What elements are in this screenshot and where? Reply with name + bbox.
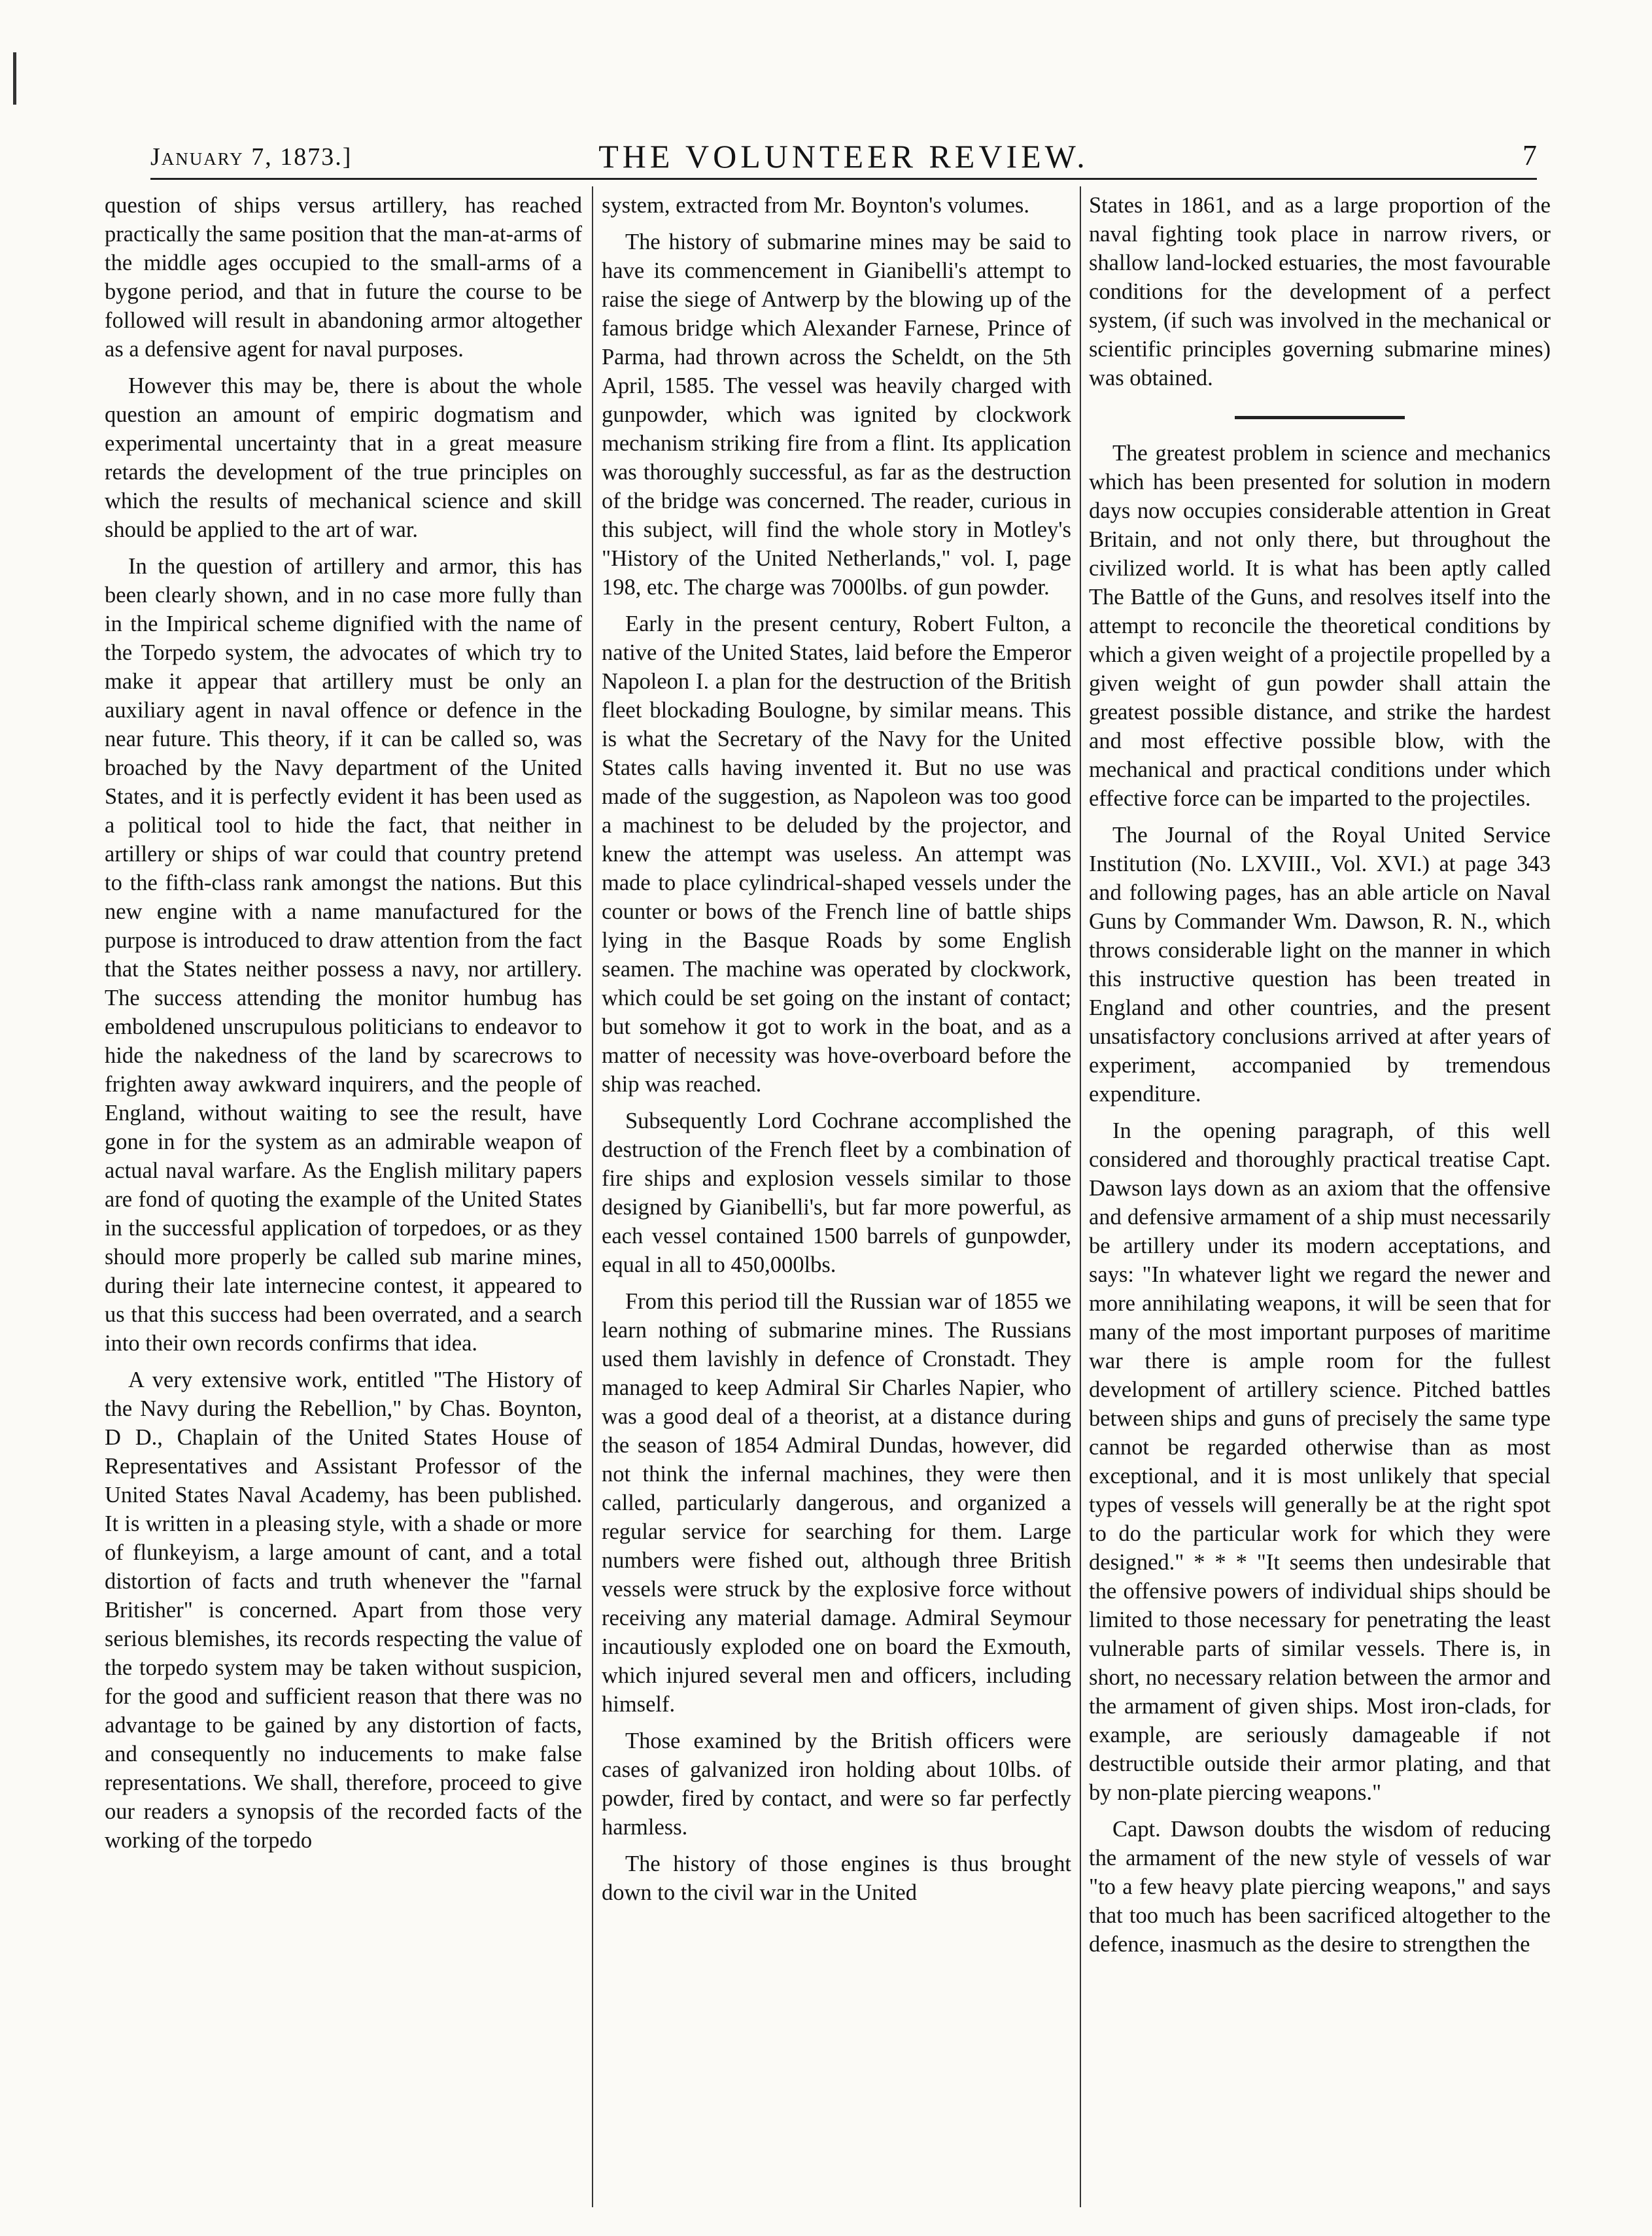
paragraph: From this period till the Russian war of 1855 we learn nothing of submarine mines. The Russians used them lavishly in defence of Cronstadt. They managed to keep Admiral Sir Charles Napier, who was a good deal of a theorist, at a distance during the season of 1854 Admiral Dundas, however, did not think the infernal machines, they were then called, particularly dangerous, and organized a regular service for searching for them. Large numbers were fished out, although three British vessels were struck by the explosive force without receiving any material damage. Admiral Seymour incautiously exploded one on board the Exmouth, which injured several men and officers, including himself. [602, 1289, 1071, 1717]
paragraph: The history of submarine mines may be said to have its commencement in Gianibelli's attempt to raise the siege of Antwerp by the blowing up of the famous bridge which Alexander Farnese, Prince of Parma, had thrown across the Scheldt, on the 5th April, 1585. The vessel was heavily charged with gunpowder, which was ignited by clockwork mechanism striking fire from a flint. Its application was thoroughly successful, as far as the destruction of the bridge was concerned. The reader, curious in this subject, will find the whole story in Motley's "History of the United Netherlands," vol. I, page 198, etc. The charge was 7000lbs. of gun powder. [602, 230, 1071, 600]
paragraph: The history of those engines is thus brought down to the civil war in the United [602, 1851, 1071, 1905]
page-header [150, 131, 1537, 177]
column-divider [592, 186, 593, 2207]
paragraph: However this may be, there is about the whole question an amount of empiric dogmatism and experimental uncertainty that in a great measure retards the development of the true principles on which the results of mechanical science and skill should be applied to the art of war. [105, 373, 582, 542]
paragraph: In the opening paragraph, of this well considered and thoroughly practical treatise Capt. Dawson lays down as an axiom that the offensive and defensive armament of a ship must necessarily be artillery under its modern acceptations, and says: "In whatever light we regard the newer and more annihilating weapons, it will be seen that for many of the most important purposes of maritime war there is ample room for the fullest development of artillery science. Pitched battles between ships and guns of precisely the same type cannot be regarded otherwise than as most exceptional, and it is most unlikely that special types of vessels will generally be at the right spot to do the particular work for which they were designed." * * * "It seems then undesirable that the offensive powers of individual ships should be limited to those necessary for penetrating the least vulnerable parts of similar vessels. There is, in short, no necessary relation between the armor and the armament of given ships. Most iron-clads, for example, are seriously damageable if not destructible outside their armor plating, and that by non-plate piercing weapons." [1089, 1118, 1551, 1805]
paragraph: system, extracted from Mr. Boynton's volumes. [602, 193, 1029, 218]
paragraph: Capt. Dawson doubts the wisdom of reducing the armament of the new style of vessels of war "to a few heavy plate piercing weapons," and says that too much has been sacrificed altogether to the defence, inasmuch as the desire to strengthen the [1089, 1817, 1551, 1957]
margin-mark [13, 52, 16, 105]
paragraph: Early in the present century, Robert Fulton, a native of the United States, laid before the Emperor Napoleon I. a plan for the destruction of the British fleet blockading Boulogne, by similar means. This is what the Secretary of the Navy for the United States calls having invented it. But no use was made of the suggestion, as Napoleon was too good a machinest to be deluded by the projector, and knew the attempt was useless. An attempt was made to place cylindrical-shaped vessels under the counter or bows of the French line of battle ships lying in the Basque Roads by some English seamen. The machine was operated by clockwork, which could be set going on the instant of contact; but somehow it got to work in the boat, and as a matter of necessity was hove-overboard before the ship was reached. [602, 611, 1071, 1097]
publication-title: THE VOLUNTEER REVIEW. [598, 138, 1089, 175]
page-number: 7 [1523, 139, 1537, 171]
paragraph: Subsequently Lord Cochrane accomplished the destruction of the French fleet by a combination of fire ships and explosion vessels similar to those designed by Gianibelli's, but far more powerful, as each vessel contained 1500 barrels of gunpowder, equal in all to 450,000lbs. [602, 1109, 1071, 1277]
paragraph: question of ships versus artillery, has reached practically the same position that the man-at-arms of the middle ages occupied to the small-arms of a bygone period, and that in future the course to be followed will result in abandoning armor altogether as a defensive agent for naval purposes. [105, 193, 582, 362]
header-rule [150, 178, 1537, 180]
paragraph: States in 1861, and as a large proportion of the naval fighting took place in narrow rivers, or shallow land-locked estuaries, the most favourable conditions for the development of a perfect system, (if such was involved in the mechanical or scientific principles governing submarine mines) was obtained. [1089, 193, 1551, 390]
header-date: January 7, 1873.] [150, 143, 353, 171]
paragraph: The greatest problem in science and mechanics which has been presented for solution in modern days now occupies considerable attention in Great Britain, and not only there, but throughout the civilized world. It is what has been aptly called The Battle of the Guns, and resolves itself into the attempt to reconcile the theoretical conditions by which a given weight of a projectile propelled by a given weight of gun powder shall attain the greatest possible distance, and strike the hardest and most effective possible blow, with the mechanical and practical conditions under which effective force can be imparted to the projectiles. [1089, 441, 1551, 811]
paragraph: The Journal of the Royal United Service Institution (No. LXVIII., Vol. XVI.) at page 343 and following pages, has an able article on Naval Guns by Commander Wm. Dawson, R. N., which throws considerable light on the manner in which this instructive question has been treated in England and other countries, and the present unsatisfactory conclusions arrived at after years of experiment, accompanied by tremendous expenditure. [1089, 823, 1551, 1107]
paragraph: Those examined by the British officers were cases of galvanized iron holding about 10lbs. of powder, fired by contact, and were so far perfectly harmless. [602, 1729, 1071, 1840]
paragraph: In the question of artillery and armor, this has been clearly shown, and in no case more fully than in the Impirical scheme dignified with the name of the Torpedo system, the advocates of which try to make it appear that artillery must be only an auxiliary agent in naval offence or defence in the near future. This theory, if it can be called so, was broached by the Navy department of the United States, and it is perfectly evident it has been used as a political tool to hide the fact, that neither in artillery or ships of war could that country pretend to the fifth-class rank amongst the nations. But this new engine with a name manufactured for the purpose is introduced to draw attention from the fact that the States neither possess a navy, nor artillery. The success attending the monitor humbug has emboldened unscrupulous politicians to endeavor to hide the nakedness of the land by scarecrows to frighten away awkward inquirers, and the people of England, without waiting to see the result, have gone in for the system as an admirable weapon of actual naval warfare. As the English military papers are fond of quoting the example of the United States in the successful application of torpedoes, or as they should more properly be called sub marine mines, during their late internecine contest, it appeared to us that this success had been overrated, and a search into their own records confirms that idea. [105, 554, 582, 1356]
section-rule [1235, 416, 1405, 419]
column-2 [602, 191, 1071, 2192]
column-1 [105, 191, 582, 2192]
column-divider [1080, 186, 1081, 2207]
column-3 [1089, 191, 1551, 2192]
paragraph: A very extensive work, entitled "The History of the Navy during the Rebellion," by Chas. Boynton, D D., Chaplain of the United States House of Representatives and Assistant Professor of the United States Naval Academy, has been published. It is written in a pleasing style, with a shade or more of flunkeyism, a large amount of cant, and a total distortion of facts and truth whenever the "farnal Britisher" is concerned. Apart from those very serious blemishes, its records respecting the value of the torpedo system may be taken without suspicion, for the good and sufficient reason that there was no advantage to be gained by any distortion of facts, and consequently no inducements to make false representations. We shall, therefore, proceed to give our readers a synopsis of the recorded facts of the working of the torpedo [105, 1367, 582, 1853]
